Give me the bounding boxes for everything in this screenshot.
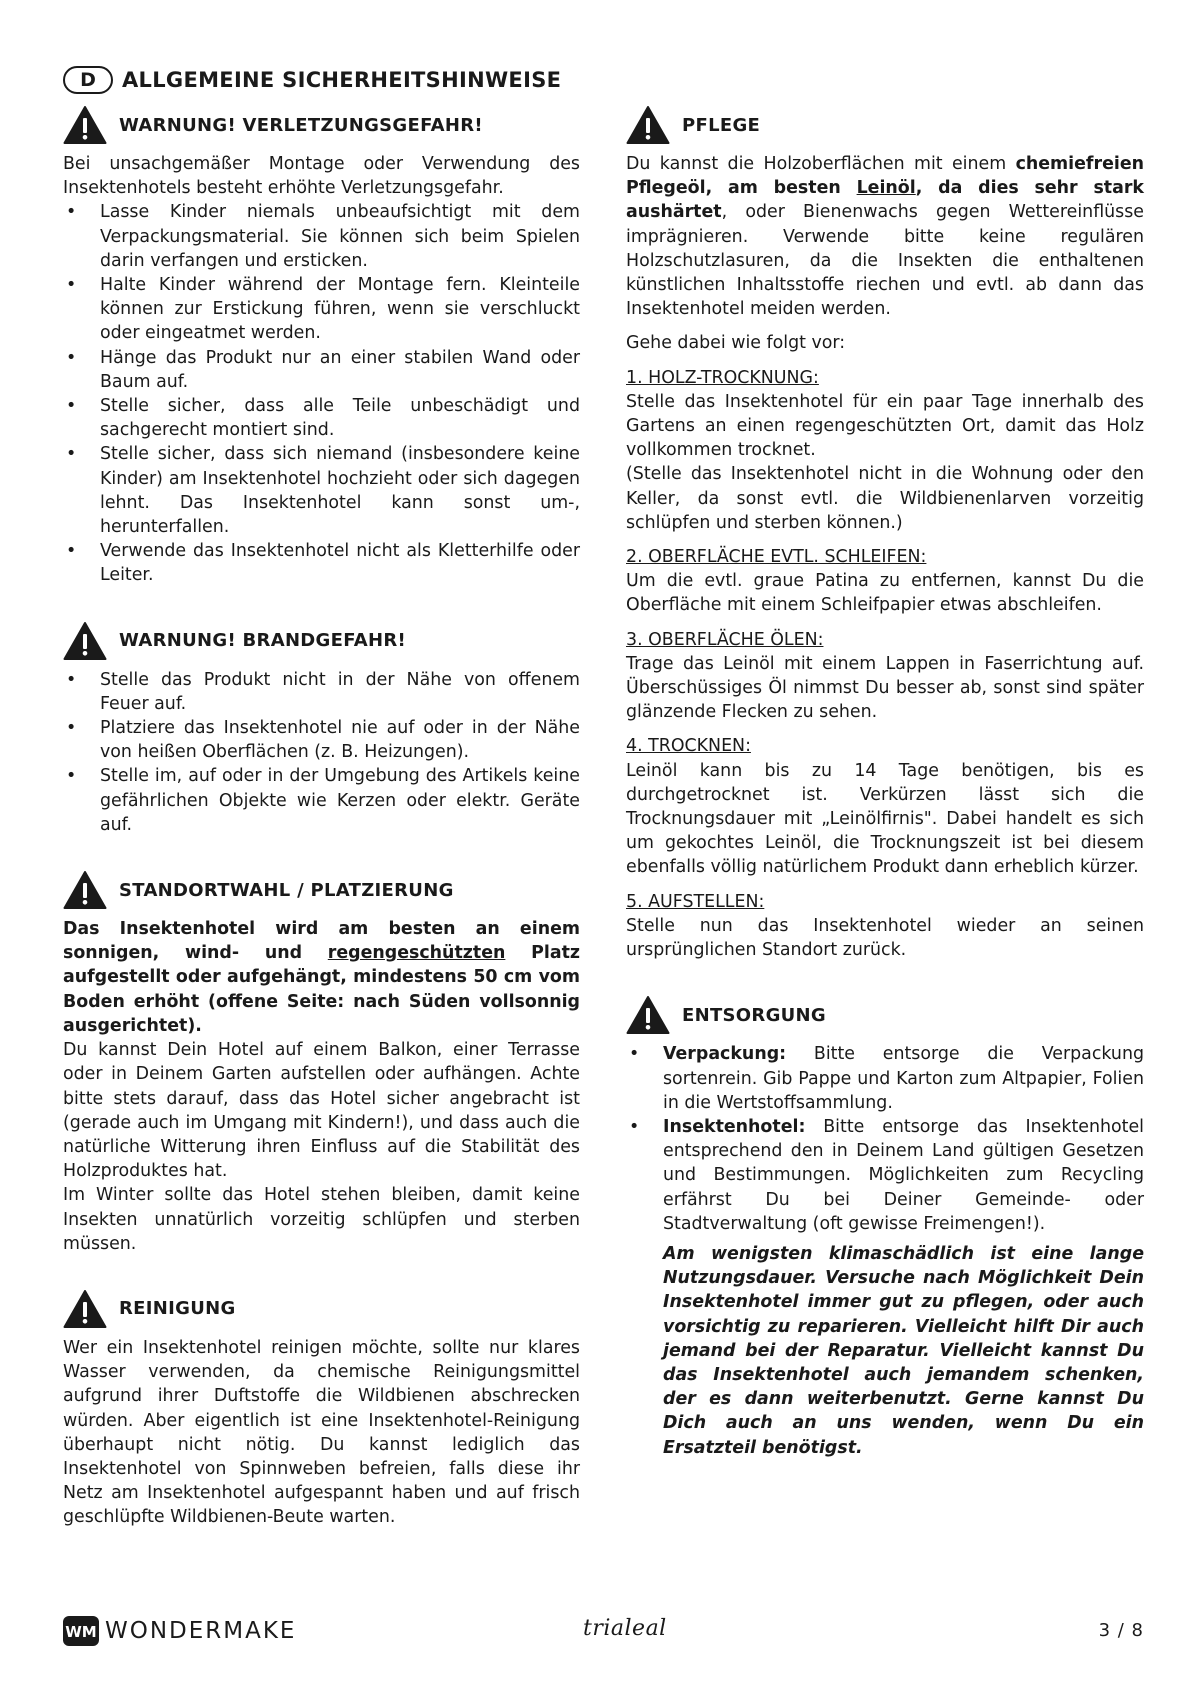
bullet-item: • Verwende das Insektenhotel nicht als Kletterhilfe oder Leiter. [63,539,580,587]
page-number: 3 / 8 [1098,1620,1144,1641]
step-title: 1. HOLZ-TROCKNUNG: [626,367,819,388]
section-disposal [626,994,1144,1459]
bullet-item: • Stelle das Produkt nicht in der Nähe von offenem Feuer auf. [63,668,580,716]
section-heading [63,1288,580,1330]
bullet-item: • Stelle sicher, dass sich niemand (insbesondere keine Kinder) am Insektenhotel hochzieht oder sich dagegen lehnt. Das Insektenhotel kann sonst um-, herunterfallen. [63,442,580,539]
location-recommendation [63,917,580,1038]
step-text: Um die evtl. graue Patina zu entfernen, kannst Du die Oberfläche mit einem Schleifpapier etwas abschleifen. [626,571,1144,616]
fire-bullet-list [63,668,580,837]
warning-triangle-icon [63,1289,107,1329]
care-step [626,734,1144,879]
section-title: PFLEGE [682,114,761,136]
section-injury-warning [63,104,580,588]
bullet-item: • Platziere das Insektenhotel nie auf oder in der Nähe von heißen Oberflächen (z. B. Heizungen). [63,716,580,764]
right-column [626,104,1144,1492]
disposal-list [626,1042,1144,1459]
step-text: Stelle nun das Insektenhotel wieder an seinen ursprünglichen Standort zurück. [626,915,1144,961]
step-text: Stelle das Insektenhotel für ein paar Tage innerhalb des Gartens an einen regengeschützten Ort, damit das Holz vollkommen trocknet. [626,391,1144,461]
injury-intro: Bei unsachgemäßer Montage oder Verwendung des Insektenhotels besteht erhöhte Verletzungsgefahr. [63,154,580,199]
text-run: Platz aufgestellt oder aufgehängt, mindestens 50 cm vom Boden erhöht (offene Seite: nach Süden vollsonnig ausgerichtet). [63,943,580,1036]
section-heading [626,994,1144,1036]
step-title: 2. OBERFLÄCHE EVTL. SCHLEIFEN: [626,547,927,568]
step-text: Trage das Leinöl mit einem Lappen in Faserrichtung auf. Überschüssiges Öl nimmst Du besser ab, sonst sind später glänzende Flecken zu sehen. [626,653,1144,723]
care-step [626,366,1144,535]
warning-triangle-icon [626,105,670,145]
left-column [63,104,580,1562]
item-label: Insektenhotel: [663,1116,806,1137]
item-label: Verpackung: [663,1044,787,1065]
care-procedure: Gehe dabei wie folgt vor: [626,333,846,354]
page-title: ALLGEMEINE SICHERHEITSHINWEISE [122,68,562,92]
bullet-item: • Halte Kinder während der Montage fern. Kleinteile können zur Erstickung führen, wenn sie verschluckt oder eingeatmet werden. [63,273,580,346]
section-title: REINIGUNG [119,1298,236,1320]
page-header [63,66,561,94]
warning-triangle-icon [63,870,107,910]
step-note: (Stelle das Insektenhotel nicht in die Wohnung oder den Keller, da sonst evtl. die Wildbienenlarven vorzeitig schlüpfen und sterben können.) [626,464,1144,533]
section-heading [63,104,580,146]
step-title: 5. AUFSTELLEN: [626,891,765,912]
bullet-item: • Stelle im, auf oder in der Umgebung des Artikels keine gefährlichen Objekte wie Kerzen oder elektr. Geräte auf. [63,764,580,837]
care-step [626,890,1144,963]
bullet-item: • Lasse Kinder niemals unbeaufsichtigt mit dem Verpackungsmaterial. Sie können sich beim Spielen darin verfangen und ersticken. [63,200,580,273]
location-body: Du kannst Dein Hotel auf einem Balkon, einer Terrasse oder in Deinem Garten aufstellen oder aufhängen. Achte bitte stets darauf, dass das Hotel sicher angebracht ist (gerade auch im Umgang mit Kindern!), und dass auch die natürliche Witterung ihren Einfluss auf die Stabilität des Holzproduktes hat. [63,1040,580,1182]
section-cleaning [63,1288,580,1530]
section-heading [63,869,580,911]
bold-text: , da dies sehr stark aushärtet [626,178,1144,223]
section-title: WARNUNG! BRANDGEFAHR! [119,630,407,652]
section-title: STANDORTWAHL / PLATZIERUNG [119,879,454,901]
underlined-text: Leinöl [856,178,916,199]
injury-bullet-list [63,200,580,587]
step-title: 3. OBERFLÄCHE ÖLEN: [626,629,824,650]
section-title: WARNUNG! VERLETZUNGSGEFAHR! [119,114,483,136]
step-title: 4. TROCKNEN: [626,736,751,757]
item-text: Bitte entsorge das Insektenhotel entsprechend den in Deinem Land gültigen Gesetzen und Bestimmungen. Möglichkeiten zum Recycling erfährst Du bei Deiner Gemeinde- oder Stadtverwaltung (oft gewisse Freimengen!). [663,1116,1144,1234]
disposal-closing: Am wenigsten klimaschädlich ist eine lange Nutzungsdauer. Versuche nach Möglichkeit Dein Insektenhotel immer gut zu pflegen, oder auch vorsichtig zu reparieren. Vielleicht hilft Dir auch jemand bei der Reparatur. Vielleicht kannst Du das Insektenhotel auch jemandem schenken, der es dann weiterbenutzt. Gerne kannst Du Dich auch an uns wenden, wenn Du ein Ersatzteil benötigst. [663,1243,1144,1458]
section-location [63,869,580,1256]
location-winter: Im Winter sollte das Hotel stehen bleiben, damit keine Insekten unnatürlich vorzeitig schlüpfen und sterben müssen. [63,1185,580,1254]
section-heading [63,620,580,662]
wondermake-logo-icon [63,1616,99,1646]
warning-triangle-icon [63,105,107,145]
warning-triangle-icon [63,621,107,661]
disposal-item [626,1115,1144,1460]
section-care [626,104,1144,962]
section-title: ENTSORGUNG [682,1004,826,1026]
text-run: Du kannst die Holzoberflächen mit einem [626,154,1016,174]
item-text: Bitte entsorge die Verpackung sortenrein. Gib Pappe und Karton zum Altpapier, Folien in die Wertstoffsammlung. [663,1044,1144,1113]
brand [63,1616,296,1646]
section-heading [626,104,1144,146]
svg-text:WM: WM [65,1623,97,1641]
disposal-item [626,1042,1144,1115]
bullet-item: • Stelle sicher, dass alle Teile unbeschädigt und sachgerecht montiert sind. [63,394,580,442]
series-name: trialeal [583,1616,667,1641]
text-run: Das Insektenhotel wird am besten an einem sonnigen, wind- und [63,919,580,964]
warning-triangle-icon [626,995,670,1035]
language-badge: D [63,66,113,94]
care-step [626,628,1144,725]
step-text: Leinöl kann bis zu 14 Tage benötigen, bis es durchgetrocknet ist. Verkürzen lässt sich die Trocknungsdauer mit „Leinölfirnis". Dabei handelt es sich um gekochtes Leinöl, die Trocknungszeit ist bei diesem ebenfalls völlig natürlichem Produkt dann erheblich kürzer. [626,760,1144,878]
bullet-item: • Hänge das Produkt nur an einer stabilen Wand oder Baum auf. [63,346,580,394]
text-run: , oder Bienenwachs gegen Wettereinflüsse imprägnieren. Verwende bitte keine regulären Holzschutzlasuren, da die Insekten die enthaltenen künstlichen Inhaltsstoffe riechen und evtl. ab dann das Insektenhotel meiden werden. [626,202,1144,320]
underlined-text: regengeschützten [327,943,506,964]
section-fire-warning [63,620,580,837]
care-intro [626,152,1144,321]
page-footer [63,1612,1144,1652]
cleaning-body: Wer ein Insektenhotel reinigen möchte, sollte nur klares Wasser verwenden, da chemische Reinigungsmittel aufgrund ihrer Duftstoffe die Wildbienen abschrecken würden. Aber eigentlich ist eine Insektenhotel-Reinigung überhaupt nicht nötig. Du kannst lediglich das Insektenhotel von Spinnweben befreien, falls diese ihr Netz am Insektenhotel aufgespannt haben und auf frisch geschlüpfte Wildbienen-Beute warten. [63,1337,580,1528]
care-step [626,545,1144,618]
bold-text: chemiefreien Pflegeöl, am besten [626,154,1144,199]
brand-name: WONDERMAKE [105,1618,297,1644]
